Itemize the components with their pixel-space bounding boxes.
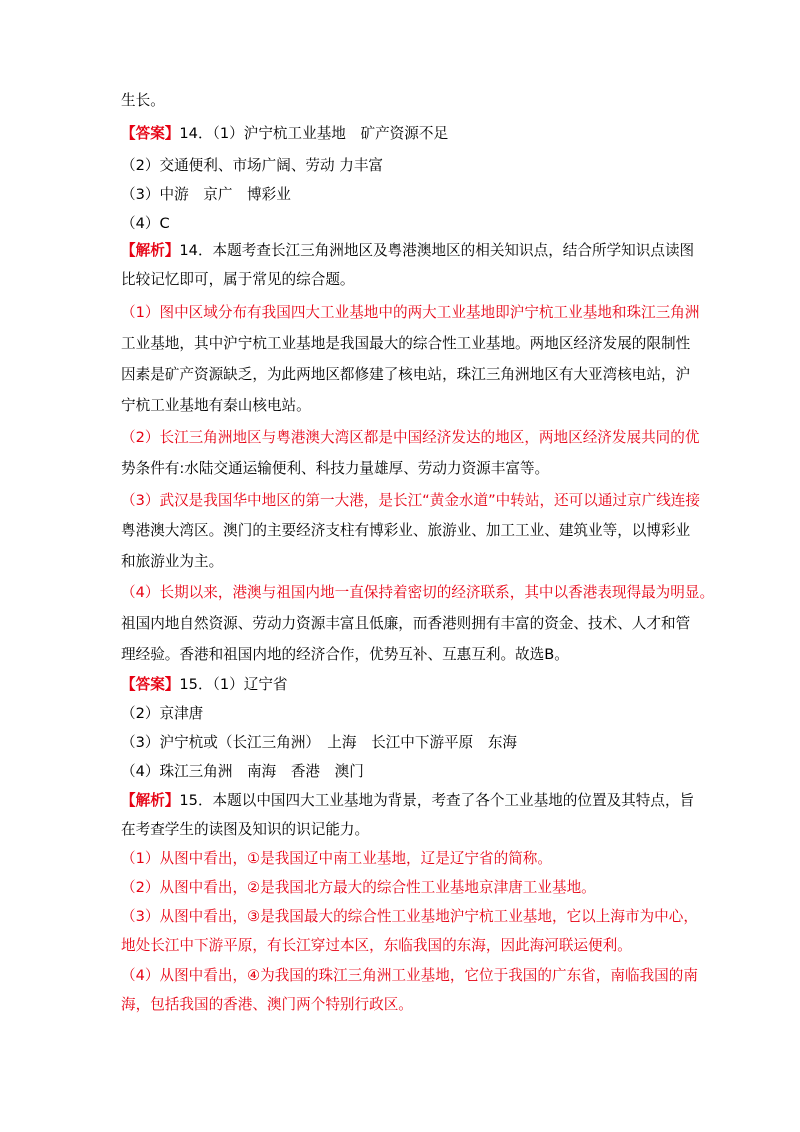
line-2 bbox=[121, 156, 383, 176]
text-span: （4）长期以来，港澳与祖国内地一直保持着密切的经济联系，其中以香港表现得最为明显。 bbox=[121, 584, 715, 601]
text-span: 地处长江中下游平原，有长江穿过本区，东临我国的东海，因此海河联运便利。 bbox=[121, 937, 632, 954]
line-13 bbox=[121, 491, 700, 511]
text-span: 在考查学生的读图及知识的识记能力。 bbox=[121, 821, 370, 838]
line-11 bbox=[121, 428, 699, 448]
text-span: 宁杭工业基地有秦山核电站。 bbox=[121, 397, 311, 414]
text-span: 15．本题以中国四大工业基地为背景，考查了各个工业基地的位置及其特点，旨 bbox=[179, 792, 695, 809]
text-span: 粤港澳大湾区。澳门的主要经济支柱有博彩业、旅游业、加工工业、建筑业等，以博彩业 bbox=[121, 522, 691, 539]
text-span: 生长。 bbox=[121, 92, 165, 109]
text-span: （2）交通便利、市场广阔、劳动 力丰富 bbox=[121, 157, 384, 174]
text-span: （1）图中区域分布有我国四大工业基地中的两大工业基地即沪宁杭工业基地和珠江三角洲 bbox=[121, 304, 700, 321]
text-span: （3）从图中看出，③是我国最大的综合性工业基地沪宁杭工业基地，它以上海市为中心， bbox=[121, 908, 698, 925]
line-30 bbox=[121, 995, 413, 1015]
line-24 bbox=[121, 820, 369, 840]
text-span: 比较记忆即可，属于常见的综合题。 bbox=[121, 271, 355, 288]
text-span: 工业基地，其中沪宁杭工业基地是我国最大的综合性工业基地。两地区经济发展的限制性 bbox=[121, 335, 691, 352]
text-span: （3）武汉是我国华中地区的第一大港，是长江“黄金水道”中转站，还可以通过京广线连接 bbox=[121, 492, 700, 509]
line-27 bbox=[121, 907, 698, 927]
text-span: 15．（1）辽宁省 bbox=[179, 676, 288, 693]
answer-tag: 【答案】 bbox=[121, 676, 180, 693]
text-span: 势条件有:水陆交通运输便利、科技力量雄厚、劳动力资源丰富等。 bbox=[121, 460, 550, 477]
text-span: （4）从图中看出，④为我国的珠江三角洲工业基地，它位于我国的广东省，南临我国的南 bbox=[121, 967, 698, 984]
line-10 bbox=[121, 396, 311, 416]
line-15 bbox=[121, 552, 223, 572]
line-4 bbox=[121, 214, 170, 234]
analysis-tag: 【解析】 bbox=[121, 242, 180, 259]
text-span: 14．本题考查长江三角洲地区及粤港澳地区的相关知识点，结合所学知识点读图 bbox=[179, 242, 695, 259]
text-span: 海，包括我国的香港、澳门两个特别行政区。 bbox=[121, 996, 413, 1013]
line-5 bbox=[121, 241, 694, 261]
text-span: 理经验。香港和祖国内地的经济合作，优势互补、互惠互利。故选B。 bbox=[121, 646, 569, 663]
line-20 bbox=[121, 704, 203, 724]
text-span: （4）珠江三角洲 南海 香港 澳门 bbox=[121, 763, 364, 780]
line-18 bbox=[121, 645, 569, 665]
text-span: 和旅游业为主。 bbox=[121, 553, 224, 570]
line-21 bbox=[121, 733, 517, 753]
text-span: （2）长江三角洲地区与粤港澳大湾区都是中国经济发达的地区，两地区经济发展共同的优 bbox=[121, 429, 700, 446]
line-6 bbox=[121, 270, 355, 290]
line-17 bbox=[121, 614, 690, 634]
line-26 bbox=[121, 878, 596, 898]
text-span: （3）中游 京广 博彩业 bbox=[121, 186, 291, 203]
line-3 bbox=[121, 185, 291, 205]
line-19 bbox=[121, 675, 288, 695]
text-span: （3）沪宁杭或（长江三角洲） 上海 长江中下游平原 东海 bbox=[121, 734, 518, 751]
line-14 bbox=[121, 521, 690, 541]
line-7 bbox=[121, 303, 699, 323]
answer-tag: 【答案】 bbox=[121, 125, 180, 142]
line-0 bbox=[121, 91, 165, 111]
text-span: 祖国内地自然资源、劳动力资源丰富且低廉，而香港则拥有丰富的资金、技术、人才和管 bbox=[121, 615, 691, 632]
line-12 bbox=[121, 459, 549, 479]
text-span: 14．（1）沪宁杭工业基地 矿产资源不足 bbox=[179, 125, 449, 142]
text-span: （1）从图中看出，①是我国辽中南工业基地，辽是辽宁省的简称。 bbox=[121, 850, 552, 867]
text-span: （2）京津唐 bbox=[121, 705, 204, 722]
line-23 bbox=[121, 791, 694, 811]
line-29 bbox=[121, 966, 698, 986]
line-16 bbox=[121, 583, 714, 603]
line-28 bbox=[121, 936, 632, 956]
analysis-tag: 【解析】 bbox=[121, 792, 180, 809]
line-8 bbox=[121, 334, 690, 354]
line-1 bbox=[121, 124, 448, 144]
text-span: （2）从图中看出，②是我国北方最大的综合性工业基地京津唐工业基地。 bbox=[121, 879, 596, 896]
line-9 bbox=[121, 365, 690, 385]
line-25 bbox=[121, 849, 552, 869]
text-span: （4）C bbox=[121, 215, 170, 232]
text-span: 因素是矿产资源缺乏，为此两地区都修建了核电站，珠江三角洲地区有大亚湾核电站，沪 bbox=[121, 366, 691, 383]
line-22 bbox=[121, 762, 364, 782]
